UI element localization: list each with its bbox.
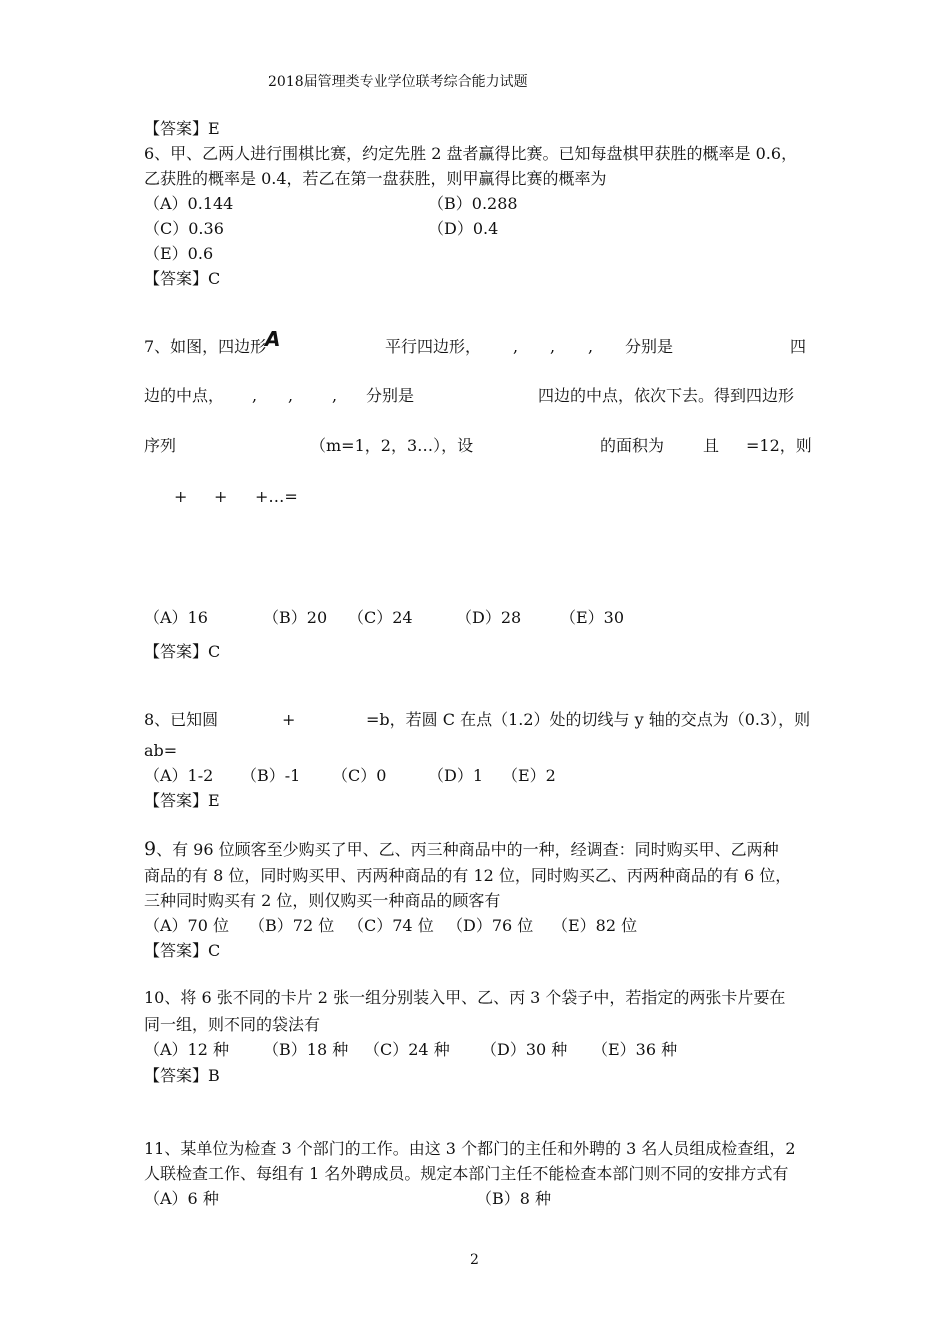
q7-option-b: （B）20 — [263, 608, 328, 627]
q6-stem-line2: 乙获胜的概率是 0.4，若乙在第一盘获胜，则甲赢得比赛的概率为 — [144, 169, 607, 188]
q9-option-c: （C）74 位 — [348, 916, 434, 935]
q6-stem-line1: 6、甲、乙两人进行围棋比赛，约定先胜 2 盘者赢得比赛。已知每盘棋甲获胜的概率是 0.6， — [144, 144, 798, 163]
q10-line2: 同一组，则不同的袋法有 — [144, 1015, 321, 1034]
q7-option-d: （D）28 — [456, 608, 522, 627]
q8-option-c: （C）0 — [332, 766, 387, 785]
q10-option-e: （E）36 种 — [592, 1040, 678, 1059]
q10-line1: 10、将 6 张不同的卡片 2 张一组分别装入甲、乙、丙 3 个袋子中，若指定的两张卡片要在 — [144, 988, 786, 1007]
q8-line2: ab= — [144, 741, 178, 760]
q5-answer: 【答案】E — [144, 119, 220, 138]
q9-option-d: （D）76 位 — [447, 916, 534, 935]
q7-line2-part: 分别是 — [366, 386, 415, 405]
q7-line2-text: 边的中点， — [144, 386, 225, 405]
q7-line2-comma: , — [332, 386, 338, 405]
q6-answer: 【答案】C — [144, 269, 221, 288]
q7-line1-part: 四 — [790, 337, 807, 356]
q10-option-d: （D）30 种 — [481, 1040, 568, 1059]
q7-line2-comma: , — [252, 386, 258, 405]
q8-option-b: （B）-1 — [241, 766, 301, 785]
q7-line1-comma: , — [550, 337, 556, 356]
q7-line3-part: 的面积为 — [600, 436, 665, 455]
q8-line1-plus: + — [282, 710, 296, 729]
q7-line2-comma: , — [288, 386, 294, 405]
q9-option-e: （E）82 位 — [552, 916, 638, 935]
q7-option-e: （E）30 — [560, 608, 625, 627]
q7-line1-comma: , — [588, 337, 594, 356]
q6-option-e: （E）0.6 — [144, 244, 214, 263]
q8-option-d: （D）1 — [428, 766, 484, 785]
q7-line3-part: 且 — [703, 436, 720, 455]
q8-answer: 【答案】E — [144, 791, 220, 810]
q7-line4-plus: + — [214, 487, 228, 506]
q10-answer: 【答案】B — [144, 1066, 220, 1085]
q6-option-d: （D）0.4 — [428, 219, 499, 238]
q10-option-c: （C）24 种 — [364, 1040, 450, 1059]
q9-line2: 商品的有 8 位，同时购买甲、丙两种商品的有 12 位，同时购买乙、丙两种商品的有 6 位， — [144, 866, 792, 885]
q7-answer: 【答案】C — [144, 642, 221, 661]
q11-option-a: （A）6 种 — [144, 1189, 219, 1208]
figure-a-glyph: A — [265, 327, 279, 351]
q8-option-e: （E）2 — [502, 766, 556, 785]
q7-option-c: （C）24 — [348, 608, 413, 627]
q7-line4-plus: + — [174, 487, 188, 506]
q7-line3-text: 序列 — [144, 436, 177, 455]
q10-option-b: （B）18 种 — [263, 1040, 349, 1059]
q8-option-a: （A）1-2 — [144, 766, 214, 785]
q6-option-a: （A）0.144 — [144, 194, 234, 213]
q9-option-a: （A）70 位 — [144, 916, 230, 935]
q8-line1-text: 8、已知圆 — [144, 710, 219, 729]
page-number: 2 — [470, 1252, 479, 1268]
q7-line1-comma: , — [513, 337, 519, 356]
q9-line1-text: 、有 96 位顾客至少购买了甲、乙、丙三种商品中的一种，经调查：同时购买甲、乙两种 — [156, 840, 779, 859]
q7-line3-part: =12，则 — [746, 436, 812, 455]
q11-line1: 11、某单位为检查 3 个部门的工作。由这 3 个都门的主任和外聘的 3 名人员组成检查组，2 — [144, 1139, 796, 1158]
q8-line1-part: =b，若圆 C 在点（1.2）处的切线与 y 轴的交点为（0.3），则 — [366, 710, 811, 729]
q7-line2-part: 四边的中点，依次下去。得到四边形 — [538, 386, 795, 405]
q9-line1 — [144, 839, 779, 860]
q7-option-a: （A）16 — [144, 608, 208, 627]
q6-option-c: （C）0.36 — [144, 219, 224, 238]
q7-line1-part: 分别是 — [625, 337, 674, 356]
q7-line1-text: 7、如图，四边形 — [144, 337, 267, 356]
q7-line3-part: （m=1，2，3…），设 — [310, 436, 474, 455]
q10-option-a: （A）12 种 — [144, 1040, 230, 1059]
q9-answer: 【答案】C — [144, 941, 221, 960]
q9-number: 9 — [144, 838, 157, 860]
q9-line3: 三种同时购买有 2 位，则仅购买一种商品的顾客有 — [144, 891, 501, 910]
q7-line1-part: 平行四边形， — [385, 337, 482, 356]
page-header: 2018届管理类专业学位联考综合能力试题 — [268, 74, 528, 90]
q7-line4-sum: +…= — [255, 487, 298, 506]
q11-option-b: （B）8 种 — [476, 1189, 552, 1208]
q11-line2: 人联检查工作、每组有 1 名外聘成员。规定本部门主任不能检查本部门则不同的安排方式有 — [144, 1164, 789, 1183]
q6-option-b: （B）0.288 — [428, 194, 518, 213]
q9-option-b: （B）72 位 — [249, 916, 335, 935]
